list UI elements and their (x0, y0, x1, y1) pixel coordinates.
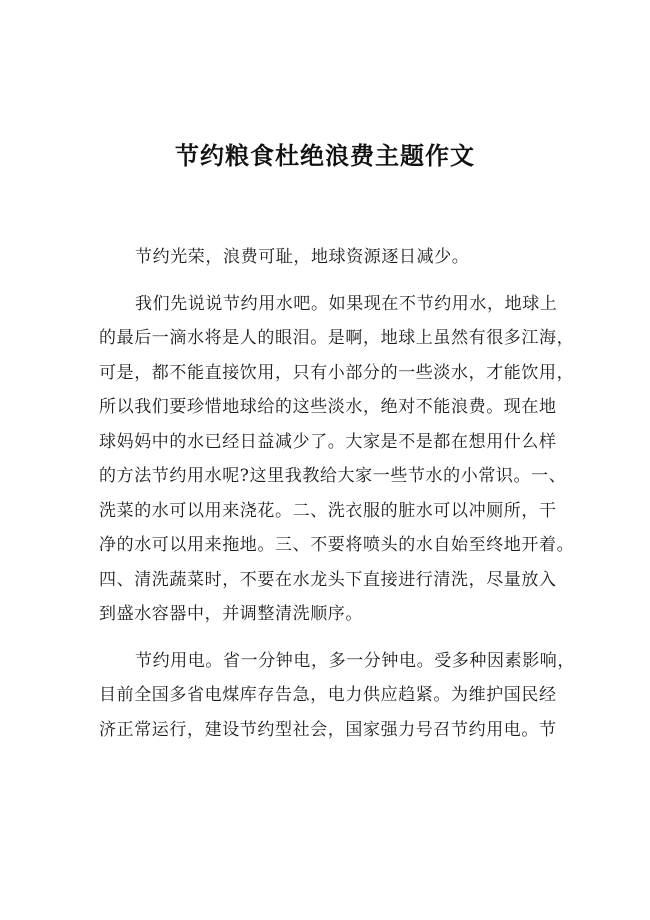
document-body (99, 240, 575, 759)
text-line: 净的水可以用来拖地。三、不要将喷头的水自始至终地开着。 (99, 535, 575, 555)
text-line: 四、清洗蔬菜时，不要在水龙头下直接进行清洗，尽量放入 (99, 569, 557, 590)
text-line: 球妈妈中的水已经日益减少了。大家是不是都在想用什么样 (99, 431, 557, 452)
text-line: 到盛水容器中，并调整清洗顺序。 (99, 604, 363, 624)
paragraph (99, 644, 575, 748)
text-line: 所以我们要珍惜地球给的这些淡水，绝对不能浪费。现在地 (99, 397, 557, 417)
text-line: 洗菜的水可以用来浇花。二、洗衣服的脏水可以冲厕所，干 (99, 500, 557, 521)
text-line: 济正常运行，建设节约型社会，国家强力号召节约用电。节 (99, 719, 557, 740)
text-line: 节约光荣，浪费可耻，地球资源逐日减少。 (135, 247, 470, 267)
paragraph (99, 240, 559, 275)
text-line: 的最后一滴水将是人的眼泪。是啊，地球上虽然有很多江海， (99, 328, 575, 348)
text-line: 我们先说说节约用水吧。如果现在不节约用水，地球上 (135, 293, 558, 314)
paragraph (99, 287, 575, 632)
text-line: 目前全国多省电煤库存告急，电力供应趋紧。为维护国民经 (99, 685, 557, 705)
text-line: 可是，都不能直接饮用，只有小部分的一些淡水，才能饮用， (99, 362, 575, 383)
text-line: 的方法节约用水呢?这里我教给大家一些节水的小常识。一、 (99, 466, 567, 486)
text-line: 节约用电。省一分钟电，多一分钟电。受多种因素影响， (135, 650, 575, 671)
document-title: 节约粮食杜绝浪费主题作文 (175, 141, 475, 170)
